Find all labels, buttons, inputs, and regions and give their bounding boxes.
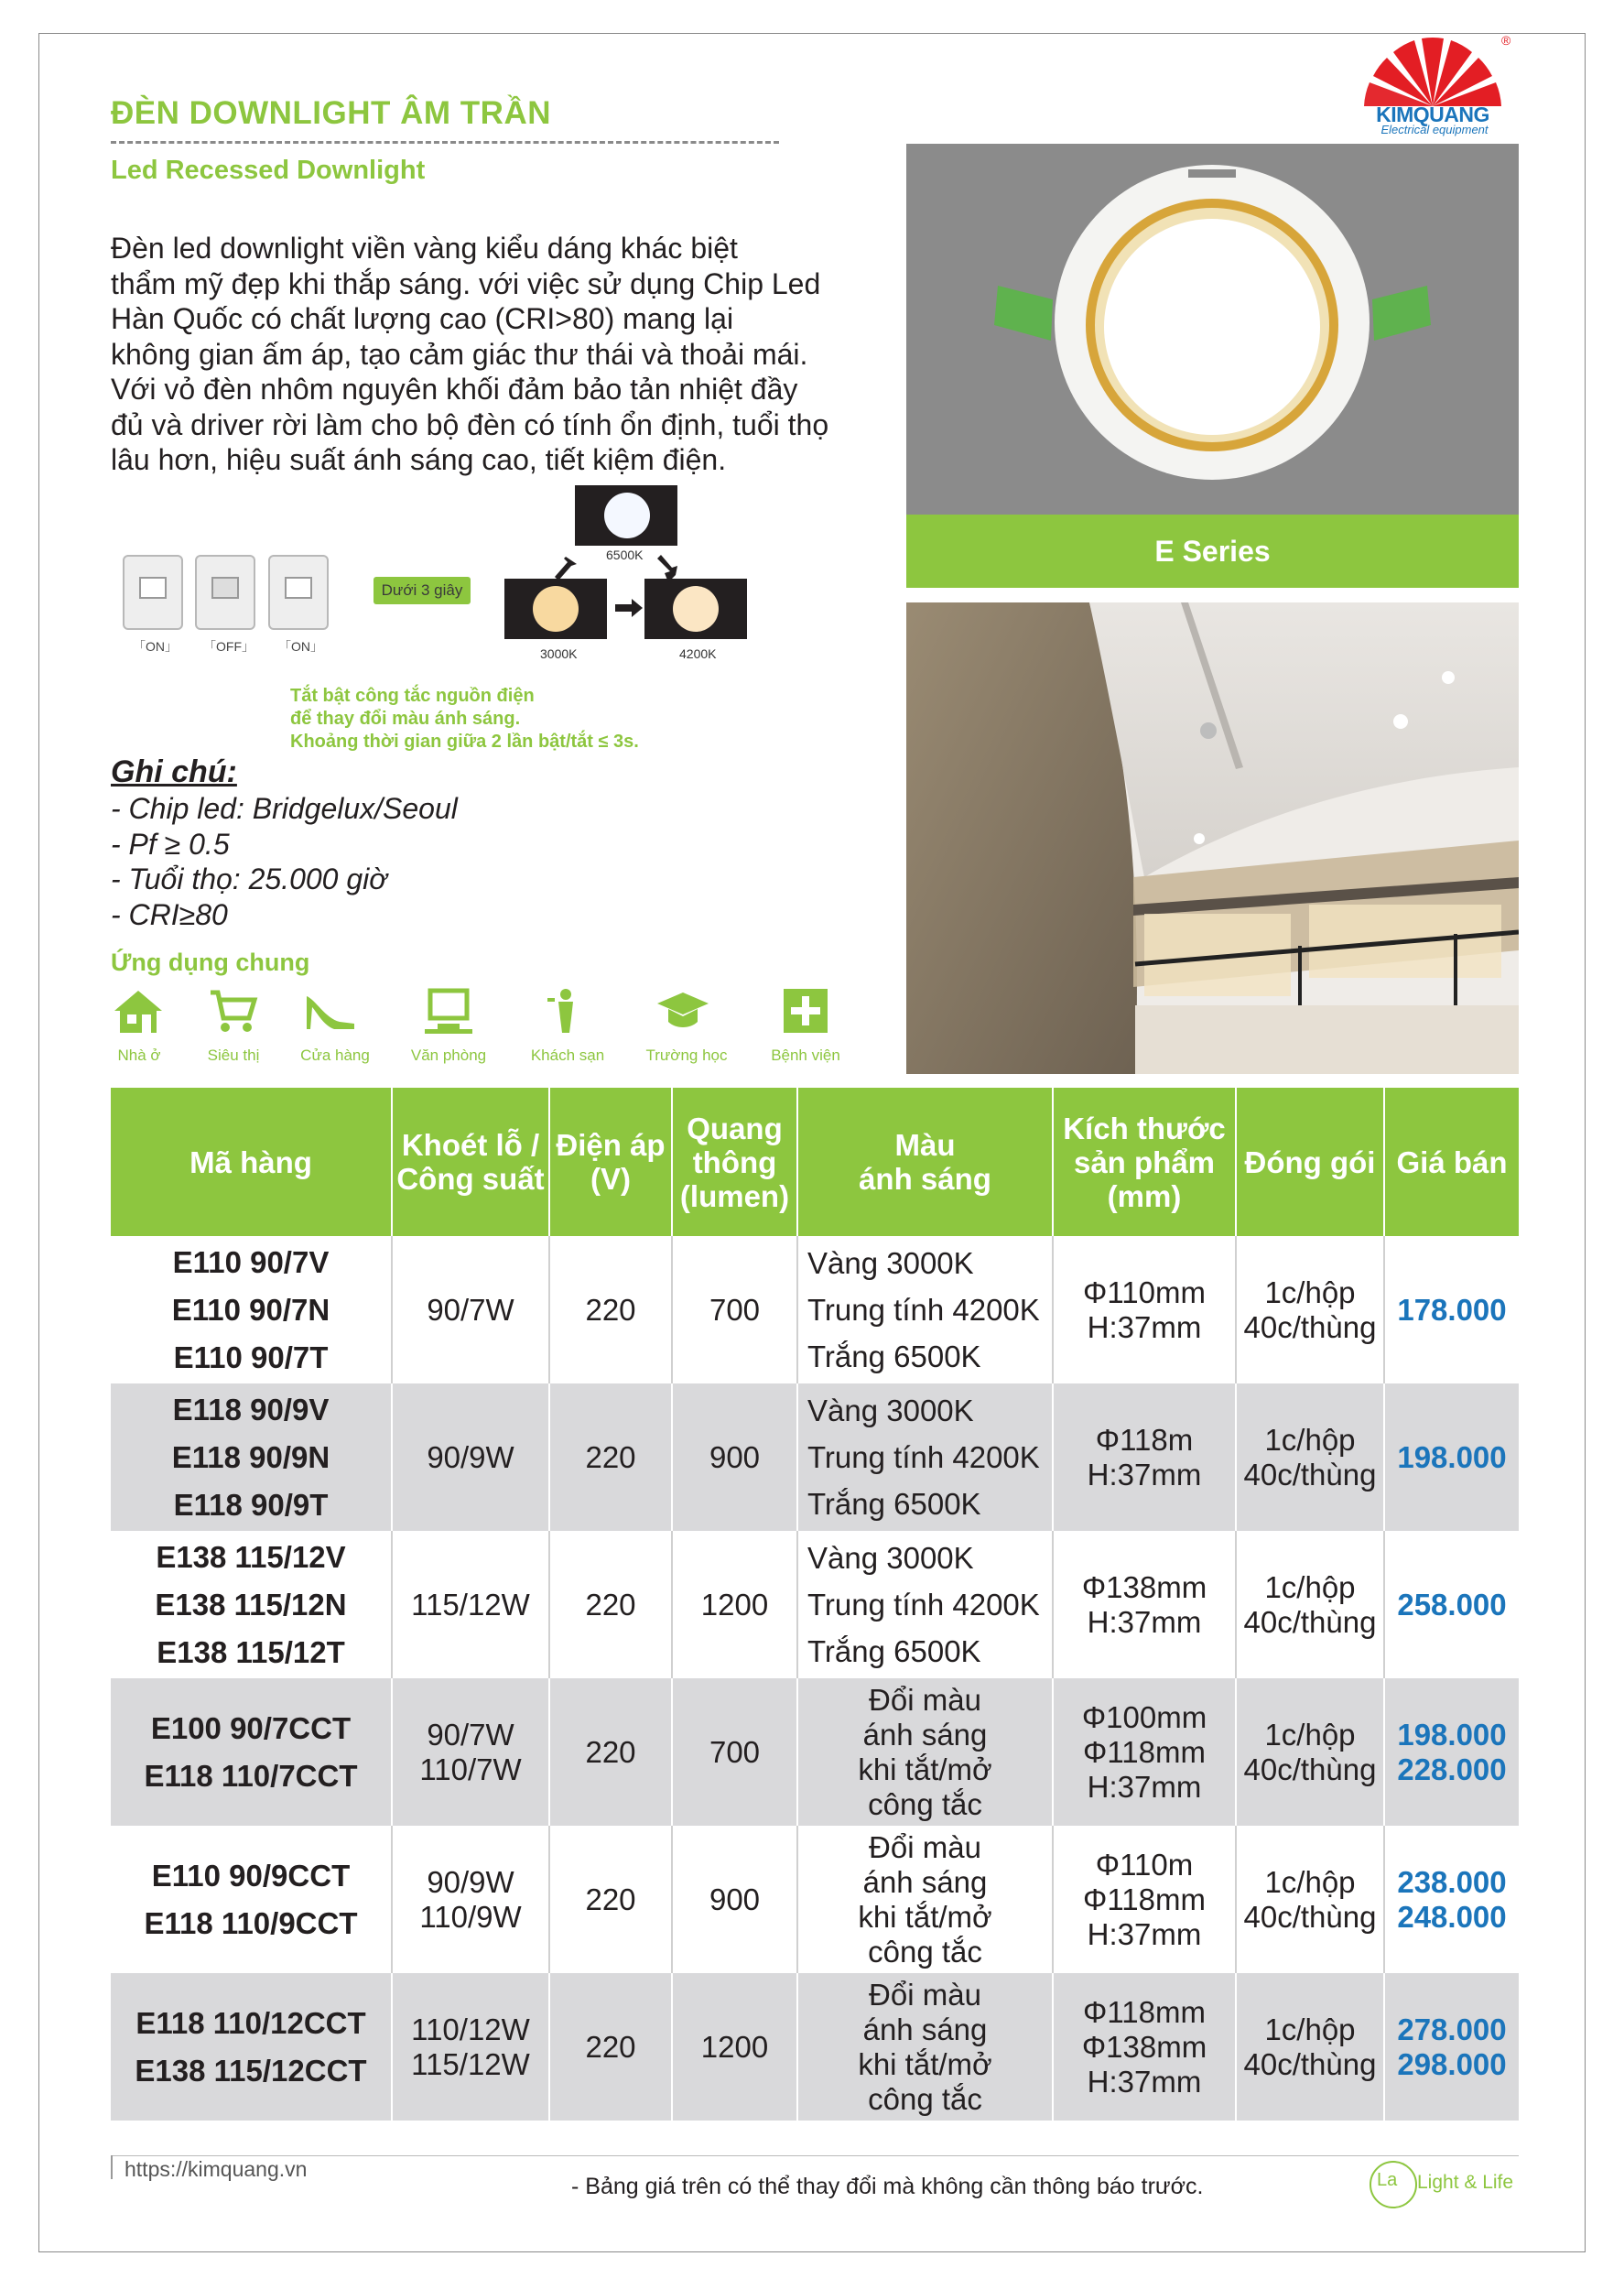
footer-slogan: Light & Life	[1417, 2172, 1514, 2193]
col-header-pack: Đóng gói	[1236, 1088, 1384, 1236]
table-row	[111, 1973, 1519, 2121]
lumen-cell: 900	[672, 1826, 797, 1973]
footer-tick	[111, 2155, 113, 2179]
intro-paragraph	[111, 231, 898, 478]
pack-cell: 1c/hộp 40c/thùng	[1236, 1236, 1384, 1383]
brand-name: KIMQUANG	[1376, 103, 1489, 126]
note-item: - Tuổi thọ: 25.000 giờ	[111, 862, 387, 895]
voltage-cell: 220	[549, 1236, 672, 1383]
instruction-line: để thay đổi màu ánh sáng.	[290, 709, 521, 729]
color-cell: Vàng 3000K Trung tính 4200K Trắng 6500K	[797, 1236, 1053, 1383]
power-cell: 90/9W 110/9W	[392, 1826, 549, 1973]
brand-tagline: Electrical equipment	[1380, 123, 1489, 136]
switch-on-icon	[123, 555, 183, 630]
notes-list	[111, 791, 458, 932]
color-label: 3000K	[540, 646, 578, 661]
voltage-cell: 220	[549, 1383, 672, 1531]
note-item: - Chip led: Bridgelux/Seoul	[111, 792, 458, 825]
col-header-power: Khoét lỗ / Công suất	[392, 1088, 549, 1236]
price-cell: 198.000	[1384, 1383, 1519, 1531]
col-header-size: Kích thước sản phẩm (mm)	[1053, 1088, 1236, 1236]
voltage-cell: 220	[549, 1531, 672, 1678]
price-disclaimer: - Bảng giá trên có thể thay đổi mà không cần thông báo trước.	[571, 2174, 1204, 2199]
intro-line: Hàn Quốc có chất lượng cao (CRI>80) mang lại	[111, 302, 734, 335]
app-label: Văn phòng	[410, 1047, 487, 1064]
high-heel-icon	[303, 987, 358, 1035]
table-row	[111, 1826, 1519, 1973]
size-cell: Φ138mm H:37mm	[1053, 1531, 1236, 1678]
power-cell: 90/7W 110/7W	[392, 1678, 549, 1826]
price-cell: 178.000	[1384, 1236, 1519, 1383]
product-codes: E100 90/7CCT E118 110/7CCT	[111, 1678, 392, 1826]
house-icon	[111, 987, 166, 1035]
app-label: Nhà ở	[117, 1047, 161, 1064]
size-cell: Φ110mm H:37mm	[1053, 1236, 1236, 1383]
graduation-cap-icon	[655, 987, 710, 1035]
price-cell: 278.000 298.000	[1384, 1973, 1519, 2121]
col-header-lumen: Quang thông (lumen)	[672, 1088, 797, 1236]
size-cell: Φ110m Φ118mm H:37mm	[1053, 1826, 1236, 1973]
footer-divider	[111, 2155, 1519, 2156]
switch-label: 「ON」	[278, 639, 323, 654]
intro-line: không gian ấm áp, tạo cảm giác thư thái và thoải mái.	[111, 337, 808, 371]
price-table	[111, 1088, 1519, 2121]
website-link[interactable]: https://kimquang.vn	[125, 2157, 308, 2181]
price-cell: 238.000 248.000	[1384, 1826, 1519, 1973]
voltage-cell: 220	[549, 1826, 672, 1973]
switch-label: 「ON」	[133, 639, 178, 654]
price-cell: 198.000 228.000	[1384, 1678, 1519, 1826]
color-cell: Đổi màu ánh sáng khi tắt/mở công tắc	[797, 1678, 1053, 1826]
product-codes: E118 90/9V E118 90/9N E118 90/9T	[111, 1383, 392, 1531]
cycle-arrows	[540, 546, 723, 619]
product-codes: E110 90/9CCT E118 110/9CCT	[111, 1826, 392, 1973]
product-codes: E110 90/7V E110 90/7N E110 90/7T	[111, 1236, 392, 1383]
table-row	[111, 1383, 1519, 1531]
product-codes: E118 110/12CCT E138 115/12CCT	[111, 1973, 392, 2121]
power-cell: 115/12W	[392, 1531, 549, 1678]
badge-text: La	[1377, 2170, 1398, 2190]
cart-icon	[205, 987, 260, 1035]
voltage-cell: 220	[549, 1678, 672, 1826]
registered-mark: ®	[1501, 33, 1511, 48]
medical-cross-icon	[778, 987, 833, 1035]
product-codes: E138 115/12V E138 115/12N E138 115/12T	[111, 1531, 392, 1678]
pack-cell: 1c/hộp 40c/thùng	[1236, 1678, 1384, 1826]
app-label: Siêu thị	[207, 1047, 260, 1064]
table-row	[111, 1531, 1519, 1678]
intro-line: thẩm mỹ đẹp khi thắp sáng. với việc sử dụng Chip Led	[111, 266, 821, 300]
size-cell: Φ100mm Φ118mm H:37mm	[1053, 1678, 1236, 1826]
app-label: Khách sạn	[530, 1047, 605, 1064]
size-cell: Φ118mm Φ138mm H:37mm	[1053, 1973, 1236, 2121]
color-cell: Đổi màu ánh sáng khi tắt/mở công tắc	[797, 1973, 1053, 2121]
app-label: Cửa hàng	[300, 1047, 370, 1064]
note-item: - Pf ≥ 0.5	[111, 827, 230, 861]
voltage-cell: 220	[549, 1973, 672, 2121]
title-divider	[111, 141, 779, 144]
app-label: Trường học	[645, 1047, 728, 1064]
pack-cell: 1c/hộp 40c/thùng	[1236, 1973, 1384, 2121]
lumen-cell: 1200	[672, 1973, 797, 2121]
intro-line: đủ và driver rời làm cho bộ đèn có tính ổn định, tuổi thọ	[111, 407, 829, 441]
pack-cell: 1c/hộp 40c/thùng	[1236, 1531, 1384, 1678]
app-label: Bệnh viện	[771, 1047, 840, 1064]
product-photo	[906, 144, 1519, 515]
computer-icon	[421, 987, 476, 1035]
bellboy-icon	[538, 987, 593, 1035]
series-label: E Series	[906, 515, 1519, 588]
interior-photo	[906, 602, 1519, 1074]
col-header-price: Giá bán	[1384, 1088, 1519, 1236]
power-cell: 90/9W	[392, 1383, 549, 1531]
lumen-cell: 900	[672, 1383, 797, 1531]
intro-line: Với vỏ đèn nhôm nguyên khối đảm bảo tản nhiệt đầy	[111, 373, 798, 406]
pack-cell: 1c/hộp 40c/thùng	[1236, 1826, 1384, 1973]
intro-line: lâu hơn, hiệu suất ánh sáng cao, tiết kiệm điện.	[111, 443, 727, 476]
switch-label: 「OFF」	[203, 639, 254, 654]
lumen-cell: 700	[672, 1678, 797, 1826]
instruction-line: Tắt bật công tắc nguồn điện	[290, 686, 535, 706]
timing-tag: Dưới 3 giây	[374, 577, 471, 604]
switch-instructions	[290, 685, 639, 754]
page-title: ĐÈN DOWNLIGHT ÂM TRẦN	[111, 95, 552, 131]
color-6500k-swatch	[575, 485, 677, 546]
color-label: 4200K	[679, 646, 717, 661]
color-cell: Vàng 3000K Trung tính 4200K Trắng 6500K	[797, 1531, 1053, 1678]
color-cell: Vàng 3000K Trung tính 4200K Trắng 6500K	[797, 1383, 1053, 1531]
pack-cell: 1c/hộp 40c/thùng	[1236, 1383, 1384, 1531]
col-header-voltage: Điện áp (V)	[549, 1088, 672, 1236]
table-row	[111, 1678, 1519, 1826]
page-subtitle: Led Recessed Downlight	[111, 156, 426, 185]
instruction-line: Khoảng thời gian giữa 2 lần bật/tắt ≤ 3s.	[290, 732, 639, 752]
size-cell: Φ118m H:37mm	[1053, 1383, 1236, 1531]
applications-title: Ứng dụng chung	[111, 949, 310, 976]
power-cell: 110/12W 115/12W	[392, 1973, 549, 2121]
switch-on-icon	[268, 555, 329, 630]
notes-title: Ghi chú:	[111, 754, 237, 789]
price-cell: 258.000	[1384, 1531, 1519, 1678]
col-header-code: Mã hàng	[111, 1088, 392, 1236]
table-header-row	[111, 1088, 1519, 1236]
switch-off-icon	[195, 555, 255, 630]
note-item: - CRI≥80	[111, 897, 228, 931]
power-cell: 90/7W	[392, 1236, 549, 1383]
lumen-cell: 1200	[672, 1531, 797, 1678]
col-header-color: Màu ánh sáng	[797, 1088, 1053, 1236]
intro-line: Đèn led downlight viền vàng kiểu dáng khác biệt	[111, 232, 738, 265]
table-row	[111, 1236, 1519, 1383]
color-cell: Đổi màu ánh sáng khi tắt/mở công tắc	[797, 1826, 1053, 1973]
color-label: 6500K	[606, 548, 644, 562]
lumen-cell: 700	[672, 1236, 797, 1383]
